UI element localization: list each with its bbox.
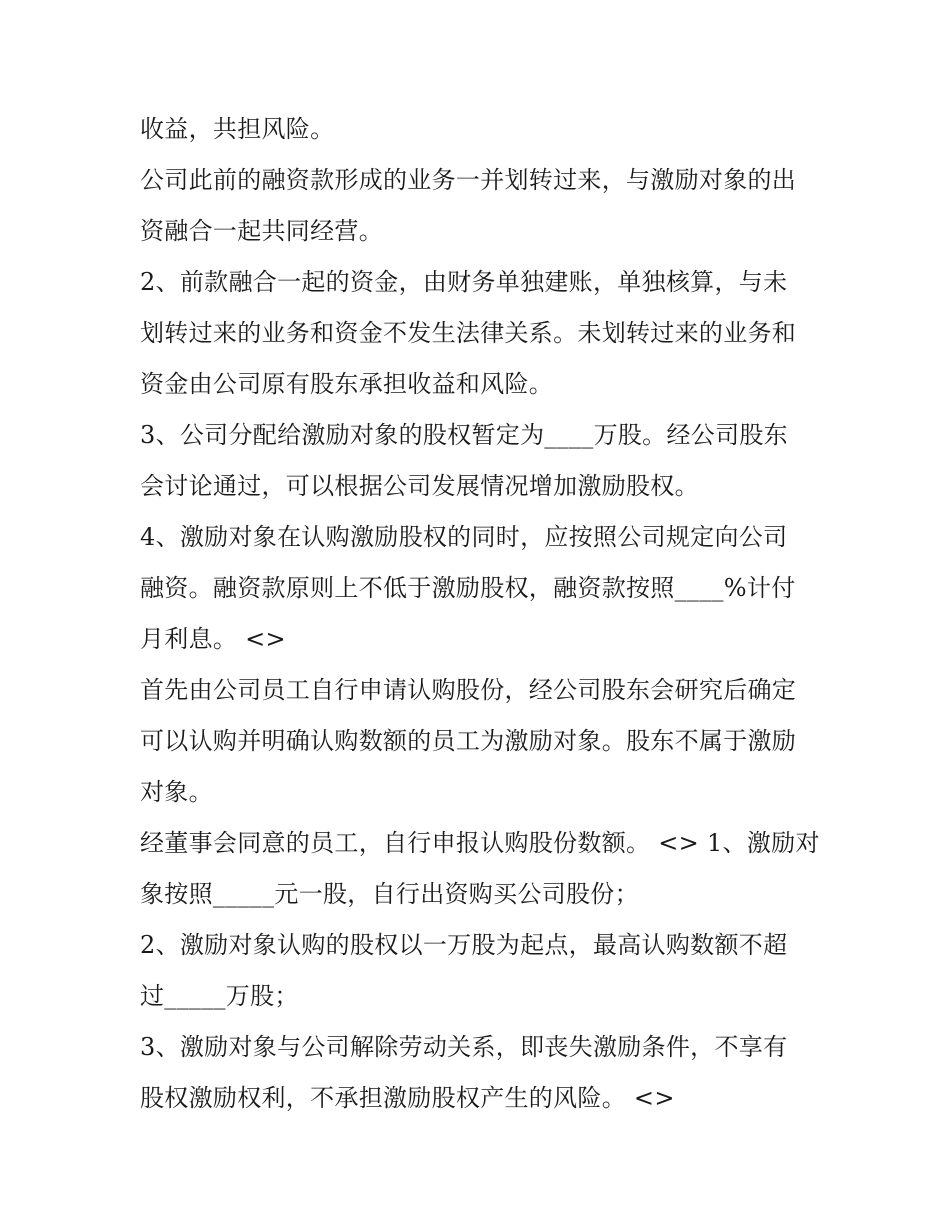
text-line: 可以认购并明确认购数额的员工为激励对象。股东不属于激励 (140, 727, 797, 755)
text-line: 2、激励对象认购的股权以一万股为起点，最高认购数额不超 (140, 931, 788, 959)
text-line: 首先由公司员工自行申请认购股份，经公司股东会研究后确定 (140, 676, 797, 704)
text-line: 融资。融资款原则上不低于激励股权，融资款按照____%计付 (140, 574, 796, 602)
document-body (140, 104, 820, 1124)
text-line: 公司此前的融资款形成的业务一并划转过来，与激励对象的出 (140, 166, 797, 194)
text-line: 资金由公司原有股东承担收益和风险。 (140, 370, 554, 398)
text-line: 象按照_____元一股，自行出资购买公司股份； (140, 880, 639, 908)
text-line: 收益，共担风险。 (140, 115, 335, 143)
text-line: 4、激励对象在认购激励股权的同时，应按照公司规定向公司 (140, 523, 788, 551)
text-line: 3、公司分配给激励对象的股权暂定为____万股。经公司股东 (140, 421, 788, 449)
text-line: 划转过来的业务和资金不发生法律关系。未划转过来的业务和 (140, 319, 797, 347)
text-line: 经董事会同意的员工，自行申报认购股份数额。 <> 1、激励对 (140, 829, 820, 857)
text-line: 过_____万股； (140, 982, 299, 1010)
text-line: 会讨论通过，可以根据公司发展情况增加激励股权。 (140, 472, 699, 500)
text-line: 股权激励权利，不承担激励股权产生的风险。 <> (140, 1084, 675, 1112)
text-line: 3、激励对象与公司解除劳动关系，即丧失激励条件，不享有 (140, 1033, 788, 1061)
text-line: 2、前款融合一起的资金，由财务单独建账，单独核算，与未 (140, 268, 788, 296)
text-line: 资融合一起共同经营。 (140, 217, 383, 245)
text-line: 对象。 (140, 778, 213, 806)
text-line: 月利息。 <> (140, 625, 286, 653)
